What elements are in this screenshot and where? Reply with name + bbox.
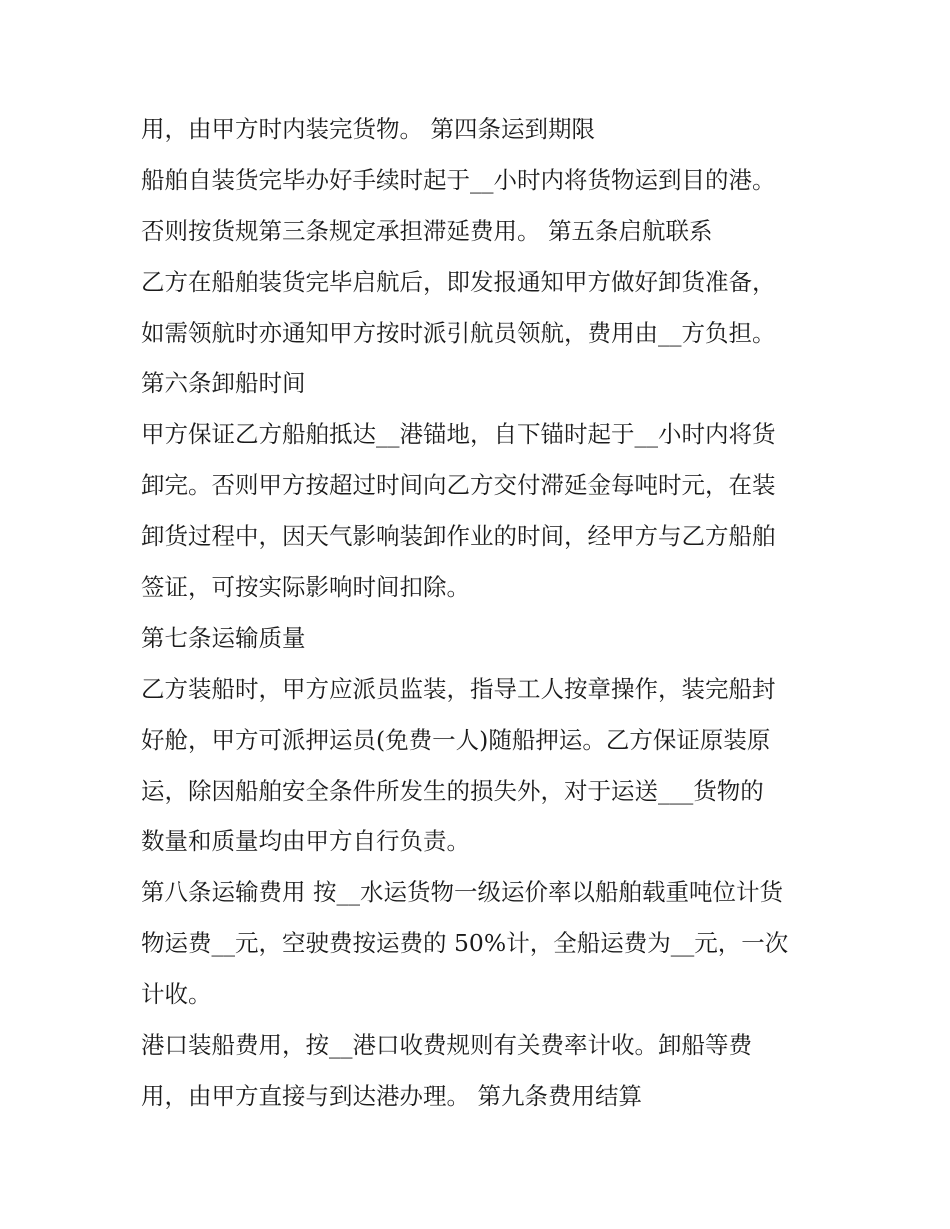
text-line: 港口装船费用，按__港口收费规则有关费率计收。卸船等费 xyxy=(141,1031,752,1060)
section-heading: 第六条卸船时间 xyxy=(141,369,306,398)
text-line: 乙方装船时，甲方应派员监装，指导工人按章操作，装完船封 xyxy=(141,674,776,703)
text-line: 否则按货规第三条规定承担滞延费用。 第五条启航联系 xyxy=(141,216,713,245)
text-line: 卸完。否则甲方按超过时间向乙方交付滞延金每吨时元，在装 xyxy=(141,471,776,500)
text-line: 乙方在船舶装货完毕启航后，即发报通知甲方做好卸货准备， xyxy=(141,267,776,296)
text-line: 数量和质量均由甲方自行负责。 xyxy=(141,827,470,856)
document-body xyxy=(141,109,831,1127)
text-line: 用，由甲方时内装完货物。 第四条运到期限 xyxy=(141,115,595,143)
text-line: 船舶自装货完毕办好手续时起于__小时内将货物运到目的港。 xyxy=(141,165,776,194)
text-line: 物运费__元，空驶费按运费的 50%计，全船运费为__元，一次 xyxy=(141,929,789,958)
text-line: 第八条运输费用 按__水运货物一级运价率以船舶载重吨位计货 xyxy=(141,878,783,907)
text-line: 甲方保证乙方船舶抵达__港锚地，自下锚时起于__小时内将货 xyxy=(141,420,776,449)
text-line: 用，由甲方直接与到达港办理。 第九条费用结算 xyxy=(141,1081,642,1110)
text-line: 签证，可按实际影响时间扣除。 xyxy=(141,573,470,602)
text-line: 好舱，甲方可派押运员(免费一人)随船押运。乙方保证原装原 xyxy=(141,725,771,754)
text-line: 计收。 xyxy=(141,980,212,1009)
section-heading: 第七条运输质量 xyxy=(141,623,306,652)
text-line: 卸货过程中，因天气影响装卸作业的时间，经甲方与乙方船舶 xyxy=(141,522,776,551)
text-line: 如需领航时亦通知甲方按时派引航员领航，费用由__方负担。 xyxy=(141,318,776,347)
text-line: 运，除因船舶安全条件所发生的损失外，对于运送___货物的 xyxy=(141,776,764,805)
